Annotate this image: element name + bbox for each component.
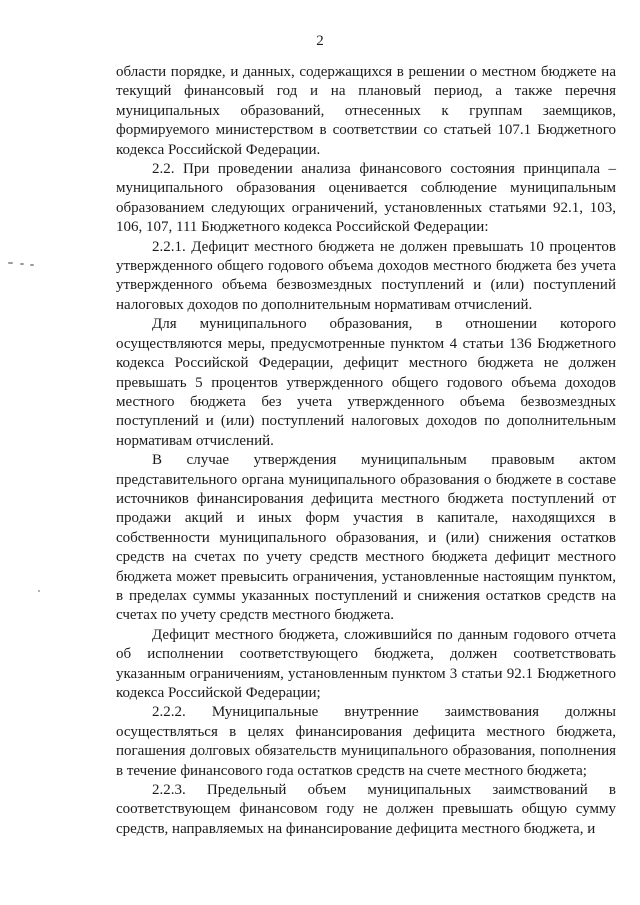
page-number: 2 [316, 33, 324, 49]
paragraph-2-2: 2.2. При проведении анализа финансового состояния принципала – муниципального образования оценивается соблюдение муниципальным образованием следующих ограничений, установленных статьями 92.1, 103, 106, 107, 111 Бюджетного кодекса Российской Федерации: [116, 161, 616, 236]
paragraph-2-2-2: 2.2.2. Муниципальные внутренние заимствования должны осуществляться в целях финансирования дефицита местного бюджета, погашения долговых обязательств муниципального образования, пополнения в течение финансового года остатков средств на счете местного бюджета; [116, 704, 616, 779]
paragraph-continuation: области порядке, и данных, содержащихся в решении о местном бюджете на текущий финансовый год и на плановый период, а также перечня муниципальных образований, отнесенных к группам заемщиков, формируемого министерством в соответствии со статьей 107.1 Бюджетного кодекса Российской Федерации. [116, 64, 616, 158]
paragraph-deficit-excess: В случае утверждения муниципальным правовым актом представительного органа муниципального образования о бюджете в составе источников финансирования дефицита местного бюджета поступлений от продажи акций и иных форм участия в капитале, находящихся в собственности муниципального образования, и (или) снижения остатков средств на счетах по учету средств местного бюджета дефицит местного бюджета может превысить ограничения, установленные настоящим пунктом, в пределах суммы указанных поступлений и снижения остатков средств на счетах по учету средств местного бюджета. [116, 452, 616, 624]
scan-speck [8, 262, 13, 264]
paragraph-2-2-1: 2.2.1. Дефицит местного бюджета не должен превышать 10 процентов утвержденного общего годового объема доходов местного бюджета без учета утвержденного объема безвозмездных поступлений и (или) поступлений налоговых доходов по дополнительным нормативам отчислений. [116, 238, 616, 313]
scan-speck [30, 264, 34, 266]
paragraph-2-2-3: 2.2.3. Предельный объем муниципальных заимствований в соответствующем финансовом году не должен превышать общую сумму средств, направляемых на финансирование дефицита местного бюджета, и [116, 782, 616, 837]
scan-speck [20, 263, 24, 265]
paragraph-annual-report: Дефицит местного бюджета, сложившийся по данным годового отчета об исполнении соответствующего бюджета, должен соответствовать указанным ограничениям, установленным пунктом 3 статьи 92.1 Бюджетного кодекса Российской Федерации; [116, 626, 616, 701]
paragraph-special-municipality: Для муниципального образования, в отношении которого осуществляются меры, предусмотренные пунктом 4 статьи 136 Бюджетного кодекса Российской Федерации, дефицит местного бюджета не должен превышать 5 процентов утвержденного общего годового объема доходов местного бюджета без учета утвержденного объема безвозмездных поступлений и (или) поступлений налоговых доходов по дополнительным нормативам отчислений. [116, 316, 616, 449]
document-body [116, 63, 616, 839]
scan-speck [38, 590, 40, 592]
